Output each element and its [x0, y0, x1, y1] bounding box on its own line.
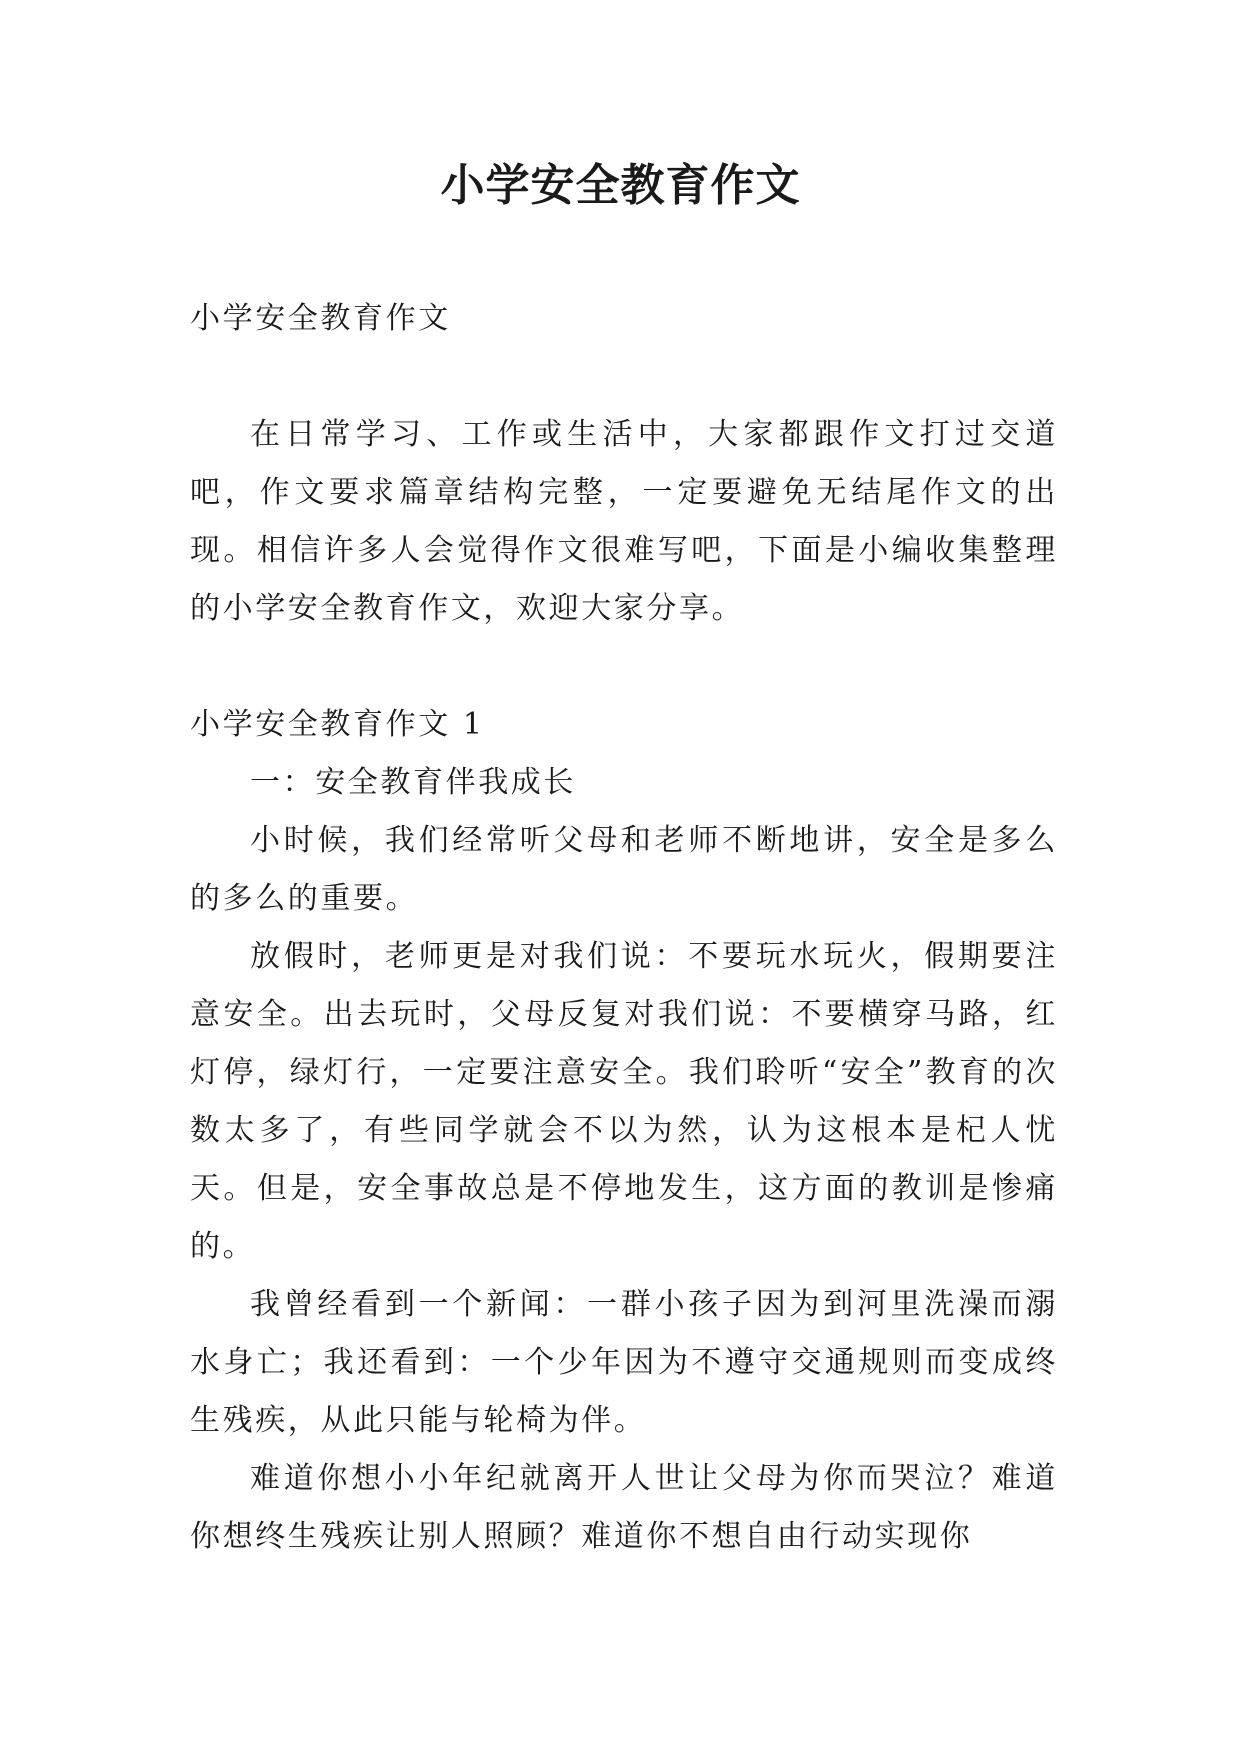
document-title: 小学安全教育作文: [440, 160, 801, 211]
section-heading: 小学安全教育作文 1: [190, 707, 485, 742]
body-paragraph: 难道你想小小年纪就离开人世让父母为你而哭泣？难道你想终生残疾让别人照顾？难道你不想自由行动实现你: [190, 1461, 1058, 1554]
document-body: [190, 290, 1058, 1566]
document-subtitle: 小学安全教育作文: [190, 301, 451, 336]
intro-paragraph: 在日常学习、工作或生活中，大家都跟作文打过交道吧，作文要求篇章结构完整，一定要避免无结尾作文的出现。相信许多人会觉得作文很难写吧，下面是小编收集整理的小学安全教育作文，欢迎大家分享。: [190, 417, 1058, 626]
body-paragraph: 我曾经看到一个新闻：一群小孩子因为到河里洗澡而溺水身亡；我还看到：一个少年因为不遵守交通规则而变成终生残疾，从此只能与轮椅为伴。: [190, 1287, 1058, 1438]
essay-subheading: 一：安全教育伴我成长: [250, 765, 576, 800]
body-paragraph: 放假时，老师更是对我们说：不要玩水玩火，假期要注意安全。出去玩时，父母反复对我们说：不要横穿马路，红灯停，绿灯行，一定要注意安全。我们聆听“安全”教育的次数太多了，有些同学就会不以为然，认为这根本是杞人忧天。但是，安全事故总是不停地发生，这方面的教训是惨痛的。: [190, 939, 1058, 1264]
body-paragraph: 小时候，我们经常听父母和老师不断地讲，安全是多么的多么的重要。: [190, 823, 1058, 916]
